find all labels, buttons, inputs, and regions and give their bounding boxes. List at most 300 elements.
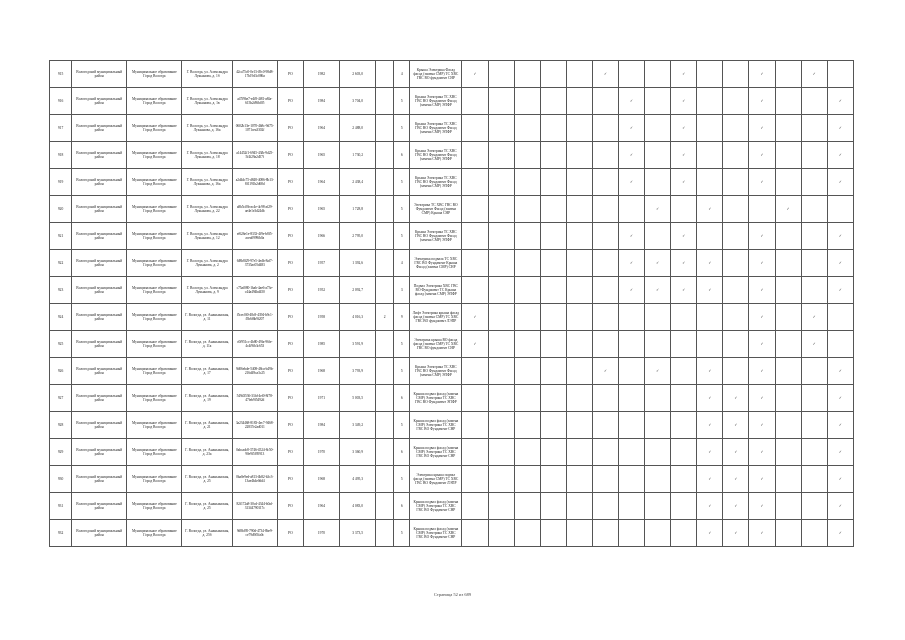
empty-cell xyxy=(645,88,671,115)
district-cell: Вологодский муниципальный район xyxy=(72,115,127,142)
house-code-cell: a14452f1-6945-43fb-9d25-5f4f29a2d57f xyxy=(232,142,277,169)
empty-cell xyxy=(827,331,853,358)
empty-cell xyxy=(697,142,723,169)
house-code-cell: a8b5cf0b-ac4e-4c98-af29-ae4e1e3d24db xyxy=(232,196,277,223)
empty-cell xyxy=(723,250,749,277)
empty-cell xyxy=(775,115,801,142)
empty-cell xyxy=(775,331,801,358)
empty-cell xyxy=(540,277,566,304)
empty-cell xyxy=(619,412,645,439)
empty-cell xyxy=(592,331,618,358)
type-cell: РО xyxy=(277,493,303,520)
district-cell: Вологодский муниципальный район xyxy=(72,169,127,196)
municipality-cell: Муниципальное образование Город Вологда xyxy=(127,223,182,250)
empty-cell xyxy=(540,358,566,385)
house-code-cell: 6f8b8f29-97e5-4edb-8af7-3735ac05d483 xyxy=(232,250,277,277)
table-row xyxy=(50,88,854,115)
row-number: 917 xyxy=(50,115,72,142)
floors-cell xyxy=(376,142,394,169)
works-cell: Крыша подвал фасад (замена СМР) Электрика ТС ХВС ГВС ВО Фундамент СНР xyxy=(410,439,462,466)
table-row xyxy=(50,115,854,142)
check-mark-icon: ✓ xyxy=(671,223,697,250)
empty-cell xyxy=(514,196,540,223)
check-mark-icon: ✓ xyxy=(619,223,645,250)
empty-cell xyxy=(827,61,853,88)
works-cell: Крыша Электрика ТС ХВС ГВС ВО Фундамент Фасад (замена СМР) ЭПФР xyxy=(410,358,462,385)
empty-cell xyxy=(540,250,566,277)
empty-cell xyxy=(592,493,618,520)
empty-cell xyxy=(775,250,801,277)
area-cell: 3 704,0 xyxy=(340,88,376,115)
check-mark-icon: ✓ xyxy=(801,61,827,88)
empty-cell xyxy=(488,439,514,466)
empty-cell xyxy=(619,304,645,331)
floors-cell xyxy=(376,115,394,142)
type-cell: РО xyxy=(277,142,303,169)
floors-cell xyxy=(376,385,394,412)
check-mark-icon: ✓ xyxy=(827,520,853,547)
check-mark-icon: ✓ xyxy=(827,88,853,115)
empty-cell xyxy=(619,331,645,358)
address-cell: Г. Вологда, ул. Ананьинская, д. 11а xyxy=(182,331,232,358)
empty-cell xyxy=(462,223,488,250)
empty-cell xyxy=(645,493,671,520)
floors-cell xyxy=(376,169,394,196)
house-code-cell: 82f172a8-30cd-4344-b0af-31344790117c xyxy=(232,493,277,520)
empty-cell xyxy=(723,358,749,385)
year-cell: 1964 xyxy=(303,115,339,142)
empty-cell xyxy=(514,385,540,412)
empty-cell xyxy=(723,331,749,358)
works-cell: Подвал Электрика ХВС ГВС ВО Фундамент ТС Крыша фасад (замена СМР) ЭПФР xyxy=(410,277,462,304)
municipality-cell: Муниципальное образование Город Вологда xyxy=(127,196,182,223)
empty-cell xyxy=(566,304,592,331)
check-mark-icon: ✓ xyxy=(697,385,723,412)
empty-cell xyxy=(514,520,540,547)
empty-cell xyxy=(801,439,827,466)
year-cell: 1957 xyxy=(303,250,339,277)
empty-cell xyxy=(592,277,618,304)
empty-cell xyxy=(723,61,749,88)
empty-cell xyxy=(671,358,697,385)
district-cell: Вологодский муниципальный район xyxy=(72,196,127,223)
empty-cell xyxy=(488,61,514,88)
empty-cell xyxy=(488,331,514,358)
empty-cell xyxy=(592,196,618,223)
check-mark-icon: ✓ xyxy=(827,115,853,142)
empty-cell xyxy=(645,142,671,169)
empty-cell xyxy=(619,520,645,547)
check-mark-icon: ✓ xyxy=(827,385,853,412)
empty-cell xyxy=(697,331,723,358)
municipality-cell: Муниципальное образование Город Вологда xyxy=(127,115,182,142)
check-mark-icon: ✓ xyxy=(592,61,618,88)
check-mark-icon: ✓ xyxy=(749,358,775,385)
year-cell: 1958 xyxy=(303,304,339,331)
check-mark-icon: ✓ xyxy=(827,466,853,493)
check-mark-icon: ✓ xyxy=(697,196,723,223)
check-mark-icon: ✓ xyxy=(801,331,827,358)
type-cell: РО xyxy=(277,115,303,142)
check-mark-icon: ✓ xyxy=(749,142,775,169)
check-mark-icon: ✓ xyxy=(749,277,775,304)
table-row xyxy=(50,250,854,277)
house-code-cell: 9d8bf95-790d-4734-8be9-ce79d9f5fa0c xyxy=(232,520,277,547)
empty-cell xyxy=(514,142,540,169)
check-mark-icon: ✓ xyxy=(645,250,671,277)
table-row xyxy=(50,358,854,385)
empty-cell xyxy=(462,466,488,493)
floors-cell xyxy=(376,250,394,277)
empty-cell xyxy=(540,169,566,196)
entrances-cell: 6 xyxy=(394,385,410,412)
empty-cell xyxy=(592,142,618,169)
empty-cell xyxy=(645,466,671,493)
area-cell: 2 488,0 xyxy=(340,115,376,142)
area-cell: 4 016,3 xyxy=(340,304,376,331)
empty-cell xyxy=(514,466,540,493)
check-mark-icon: ✓ xyxy=(671,277,697,304)
empty-cell xyxy=(775,142,801,169)
municipality-cell: Муниципальное образование Город Вологда xyxy=(127,331,182,358)
empty-cell xyxy=(775,412,801,439)
row-number: 922 xyxy=(50,250,72,277)
floors-cell xyxy=(376,466,394,493)
empty-cell xyxy=(462,169,488,196)
empty-cell xyxy=(645,412,671,439)
check-mark-icon: ✓ xyxy=(827,250,853,277)
type-cell: РО xyxy=(277,277,303,304)
empty-cell xyxy=(723,169,749,196)
address-cell: Г. Вологда, ул. Александра Лукьянова, д. 2 xyxy=(182,250,232,277)
empty-cell xyxy=(671,493,697,520)
empty-cell xyxy=(697,304,723,331)
page-footer: Страница 52 из 689 xyxy=(433,592,472,597)
row-number: 916 xyxy=(50,88,72,115)
empty-cell xyxy=(462,439,488,466)
check-mark-icon: ✓ xyxy=(697,439,723,466)
check-mark-icon: ✓ xyxy=(749,493,775,520)
year-cell: 1968 xyxy=(303,466,339,493)
works-cell: Крыша Электрика ТС ХВС ГВС ВО Фундамент Фасад (замена СМР) ЭПФР xyxy=(410,223,462,250)
empty-cell xyxy=(801,88,827,115)
district-cell: Вологодский муниципальный район xyxy=(72,493,127,520)
check-mark-icon: ✓ xyxy=(749,223,775,250)
year-cell: 1965 xyxy=(303,196,339,223)
empty-cell xyxy=(566,169,592,196)
check-mark-icon: ✓ xyxy=(671,88,697,115)
empty-cell xyxy=(775,520,801,547)
year-cell: 1970 xyxy=(303,439,339,466)
type-cell: РО xyxy=(277,223,303,250)
empty-cell xyxy=(488,196,514,223)
row-number: 930 xyxy=(50,466,72,493)
empty-cell xyxy=(540,196,566,223)
works-cell: Крыша подвал фасад (замена СМР) Электрика ТС ХВС ГВС ВО Фундамент СНР xyxy=(410,493,462,520)
year-cell: 1965 xyxy=(303,142,339,169)
house-code-cell: 0abcadc8-3746-4524-8c50-90e9f5f95913 xyxy=(232,439,277,466)
check-mark-icon: ✓ xyxy=(645,196,671,223)
empty-cell xyxy=(723,223,749,250)
empty-cell xyxy=(514,493,540,520)
empty-cell xyxy=(827,196,853,223)
check-mark-icon: ✓ xyxy=(827,223,853,250)
empty-cell xyxy=(801,493,827,520)
floors-cell: 2 xyxy=(376,304,394,331)
municipality-cell: Муниципальное образование Город Вологда xyxy=(127,142,182,169)
district-cell: Вологодский муниципальный район xyxy=(72,304,127,331)
works-cell: Крыша Электрика ТС ХВС ГВС ВО Фундамент Фасад (замена СМР) ЭПФР xyxy=(410,88,462,115)
empty-cell xyxy=(801,277,827,304)
floors-cell xyxy=(376,520,394,547)
check-mark-icon: ✓ xyxy=(619,250,645,277)
floors-cell xyxy=(376,493,394,520)
empty-cell xyxy=(514,61,540,88)
empty-cell xyxy=(671,520,697,547)
house-code-cell: c75af080-1bab-4ae6-a73e-c44a494bd450 xyxy=(232,277,277,304)
empty-cell xyxy=(488,412,514,439)
year-cell: 1966 xyxy=(303,223,339,250)
check-mark-icon: ✓ xyxy=(749,250,775,277)
area-cell: 5 003,5 xyxy=(340,385,376,412)
empty-cell xyxy=(566,277,592,304)
check-mark-icon: ✓ xyxy=(671,115,697,142)
check-mark-icon: ✓ xyxy=(697,412,723,439)
district-cell: Вологодский муниципальный район xyxy=(72,520,127,547)
table-row xyxy=(50,61,854,88)
empty-cell xyxy=(592,439,618,466)
empty-cell xyxy=(514,88,540,115)
check-mark-icon: ✓ xyxy=(801,304,827,331)
empty-cell xyxy=(566,466,592,493)
table-row xyxy=(50,493,854,520)
empty-cell xyxy=(592,115,618,142)
empty-cell xyxy=(592,304,618,331)
check-mark-icon: ✓ xyxy=(697,250,723,277)
year-cell: 1952 xyxy=(303,277,339,304)
address-cell: Г. Вологда, ул. Ананьинская, д. 25 xyxy=(182,466,232,493)
empty-cell xyxy=(671,196,697,223)
type-cell: РО xyxy=(277,250,303,277)
empty-cell xyxy=(645,520,671,547)
check-mark-icon: ✓ xyxy=(697,520,723,547)
works-cell: Крыша подвал фасад (замена СМР) Электрика ТС ХВС ГВС ВО Фундамент СНР xyxy=(410,520,462,547)
row-number: 926 xyxy=(50,358,72,385)
empty-cell xyxy=(723,196,749,223)
area-cell: 2 795,0 xyxy=(340,223,376,250)
empty-cell xyxy=(801,169,827,196)
empty-cell xyxy=(801,358,827,385)
check-mark-icon: ✓ xyxy=(723,385,749,412)
empty-cell xyxy=(619,196,645,223)
entrances-cell: 6 xyxy=(394,493,410,520)
empty-cell xyxy=(462,520,488,547)
type-cell: РО xyxy=(277,466,303,493)
check-mark-icon: ✓ xyxy=(671,250,697,277)
empty-cell xyxy=(514,250,540,277)
empty-cell xyxy=(540,385,566,412)
check-mark-icon: ✓ xyxy=(827,439,853,466)
district-cell: Вологодский муниципальный район xyxy=(72,385,127,412)
empty-cell xyxy=(592,169,618,196)
empty-cell xyxy=(540,493,566,520)
entrances-cell: 6 xyxy=(394,439,410,466)
empty-cell xyxy=(645,61,671,88)
area-cell: 4 083,0 xyxy=(340,493,376,520)
empty-cell xyxy=(723,304,749,331)
area-cell: 2 603,0 xyxy=(340,61,376,88)
municipality-cell: Муниципальное образование Город Вологда xyxy=(127,358,182,385)
empty-cell xyxy=(671,466,697,493)
empty-cell xyxy=(645,439,671,466)
empty-cell xyxy=(514,304,540,331)
empty-cell xyxy=(514,439,540,466)
empty-cell xyxy=(619,385,645,412)
empty-cell xyxy=(514,412,540,439)
check-mark-icon: ✓ xyxy=(645,277,671,304)
empty-cell xyxy=(592,412,618,439)
check-mark-icon: ✓ xyxy=(671,61,697,88)
empty-cell xyxy=(514,223,540,250)
empty-cell xyxy=(462,250,488,277)
district-cell: Вологодский муниципальный район xyxy=(72,358,127,385)
district-cell: Вологодский муниципальный район xyxy=(72,331,127,358)
empty-cell xyxy=(619,358,645,385)
works-cell: Крыша Электрика ТС ХВС ГВС ВО Фундамент Фасад (замена СМР) ЭПФР xyxy=(410,142,462,169)
table-row xyxy=(50,142,854,169)
entrances-cell: 4 xyxy=(394,61,410,88)
type-cell: РО xyxy=(277,61,303,88)
empty-cell xyxy=(514,277,540,304)
empty-cell xyxy=(540,88,566,115)
empty-cell xyxy=(566,439,592,466)
works-cell: Крыша подвал фасад (замена СМР) Электрика ТС ХВС ГВС ВО Фундамент СНР xyxy=(410,412,462,439)
floors-cell xyxy=(376,61,394,88)
empty-cell xyxy=(540,223,566,250)
empty-cell xyxy=(775,223,801,250)
empty-cell xyxy=(697,223,723,250)
check-mark-icon: ✓ xyxy=(827,358,853,385)
empty-cell xyxy=(462,358,488,385)
type-cell: РО xyxy=(277,196,303,223)
municipality-cell: Муниципальное образование Город Вологда xyxy=(127,304,182,331)
works-cell: Крыша подвал фасад (замена СМР) Электрика ТС ХВС ГВС ВО Фундамент ЭПФР xyxy=(410,385,462,412)
empty-cell xyxy=(775,61,801,88)
address-cell: Г. Вологда, ул. Ананьинская, д. 21 xyxy=(182,412,232,439)
row-number: 925 xyxy=(50,331,72,358)
type-cell: РО xyxy=(277,331,303,358)
area-cell: 2 438,4 xyxy=(340,169,376,196)
house-code-cell: 42ca75c0-0e13-49c0-98d8-17b19d3c086a xyxy=(232,61,277,88)
check-mark-icon: ✓ xyxy=(827,169,853,196)
empty-cell xyxy=(488,169,514,196)
empty-cell xyxy=(775,169,801,196)
empty-cell xyxy=(462,277,488,304)
works-cell: Крыша Электрика Фасад фасад (замена СМР) ТС ХВС ГВС ВО фундамент СНР xyxy=(410,61,462,88)
empty-cell xyxy=(801,142,827,169)
check-mark-icon: ✓ xyxy=(827,412,853,439)
table-row xyxy=(50,277,854,304)
address-cell: Г. Вологда, ул. Ананьинская, д. 11 xyxy=(182,304,232,331)
municipality-cell: Муниципальное образование Город Вологда xyxy=(127,385,182,412)
type-cell: РО xyxy=(277,385,303,412)
check-mark-icon: ✓ xyxy=(723,412,749,439)
row-number: 920 xyxy=(50,196,72,223)
empty-cell xyxy=(566,331,592,358)
empty-cell xyxy=(514,169,540,196)
empty-cell xyxy=(462,88,488,115)
check-mark-icon: ✓ xyxy=(749,304,775,331)
house-code-cell: c0f951cc-4b80-49fa-96fe-4c4f9fb3c653 xyxy=(232,331,277,358)
empty-cell xyxy=(645,385,671,412)
empty-cell xyxy=(723,142,749,169)
district-cell: Вологодский муниципальный район xyxy=(72,466,127,493)
empty-cell xyxy=(801,412,827,439)
empty-cell xyxy=(723,88,749,115)
check-mark-icon: ✓ xyxy=(592,358,618,385)
table-row xyxy=(50,304,854,331)
empty-cell xyxy=(488,115,514,142)
check-mark-icon: ✓ xyxy=(462,61,488,88)
entrances-cell: 3 xyxy=(394,277,410,304)
empty-cell xyxy=(592,88,618,115)
check-mark-icon: ✓ xyxy=(645,358,671,385)
empty-cell xyxy=(488,250,514,277)
empty-cell xyxy=(462,385,488,412)
check-mark-icon: ✓ xyxy=(749,115,775,142)
works-cell: Электрика подвала ТС ХВС ГВС ВО Фундамент Крыша Фасад (замена СМР) СНР xyxy=(410,250,462,277)
table-row xyxy=(50,412,854,439)
row-number: 921 xyxy=(50,223,72,250)
empty-cell xyxy=(488,520,514,547)
year-cell: 1970 xyxy=(303,520,339,547)
empty-cell xyxy=(566,196,592,223)
check-mark-icon: ✓ xyxy=(619,277,645,304)
row-number: 931 xyxy=(50,493,72,520)
year-cell: 1964 xyxy=(303,493,339,520)
empty-cell xyxy=(540,466,566,493)
address-cell: Г. Вологда, ул. Ананьинская, д. 19 xyxy=(182,385,232,412)
empty-cell xyxy=(540,520,566,547)
empty-cell xyxy=(697,169,723,196)
address-cell: Г. Вологда, ул. Александра Лукьянова, д. 22 xyxy=(182,196,232,223)
register-table-body xyxy=(50,61,854,547)
empty-cell xyxy=(697,115,723,142)
empty-cell xyxy=(775,439,801,466)
district-cell: Вологодский муниципальный район xyxy=(72,223,127,250)
empty-cell xyxy=(671,385,697,412)
district-cell: Вологодский муниципальный район xyxy=(72,88,127,115)
empty-cell xyxy=(540,61,566,88)
entrances-cell: 5 xyxy=(394,88,410,115)
check-mark-icon: ✓ xyxy=(749,439,775,466)
district-cell: Вологодский муниципальный район xyxy=(72,277,127,304)
entrances-cell: 5 xyxy=(394,331,410,358)
area-cell: 3 591,9 xyxy=(340,331,376,358)
works-cell: Электрика ТС ХВС ГВС ВО Фундамент Фасад (замена СМР) Крыша СНР xyxy=(410,196,462,223)
floors-cell xyxy=(376,412,394,439)
entrances-cell: 5 xyxy=(394,412,410,439)
municipality-cell: Муниципальное образование Город Вологда xyxy=(127,169,182,196)
municipality-cell: Муниципальное образование Город Вологда xyxy=(127,466,182,493)
table-row xyxy=(50,466,854,493)
empty-cell xyxy=(775,304,801,331)
empty-cell xyxy=(801,466,827,493)
check-mark-icon: ✓ xyxy=(671,169,697,196)
empty-cell xyxy=(775,88,801,115)
floors-cell xyxy=(376,277,394,304)
empty-cell xyxy=(540,331,566,358)
